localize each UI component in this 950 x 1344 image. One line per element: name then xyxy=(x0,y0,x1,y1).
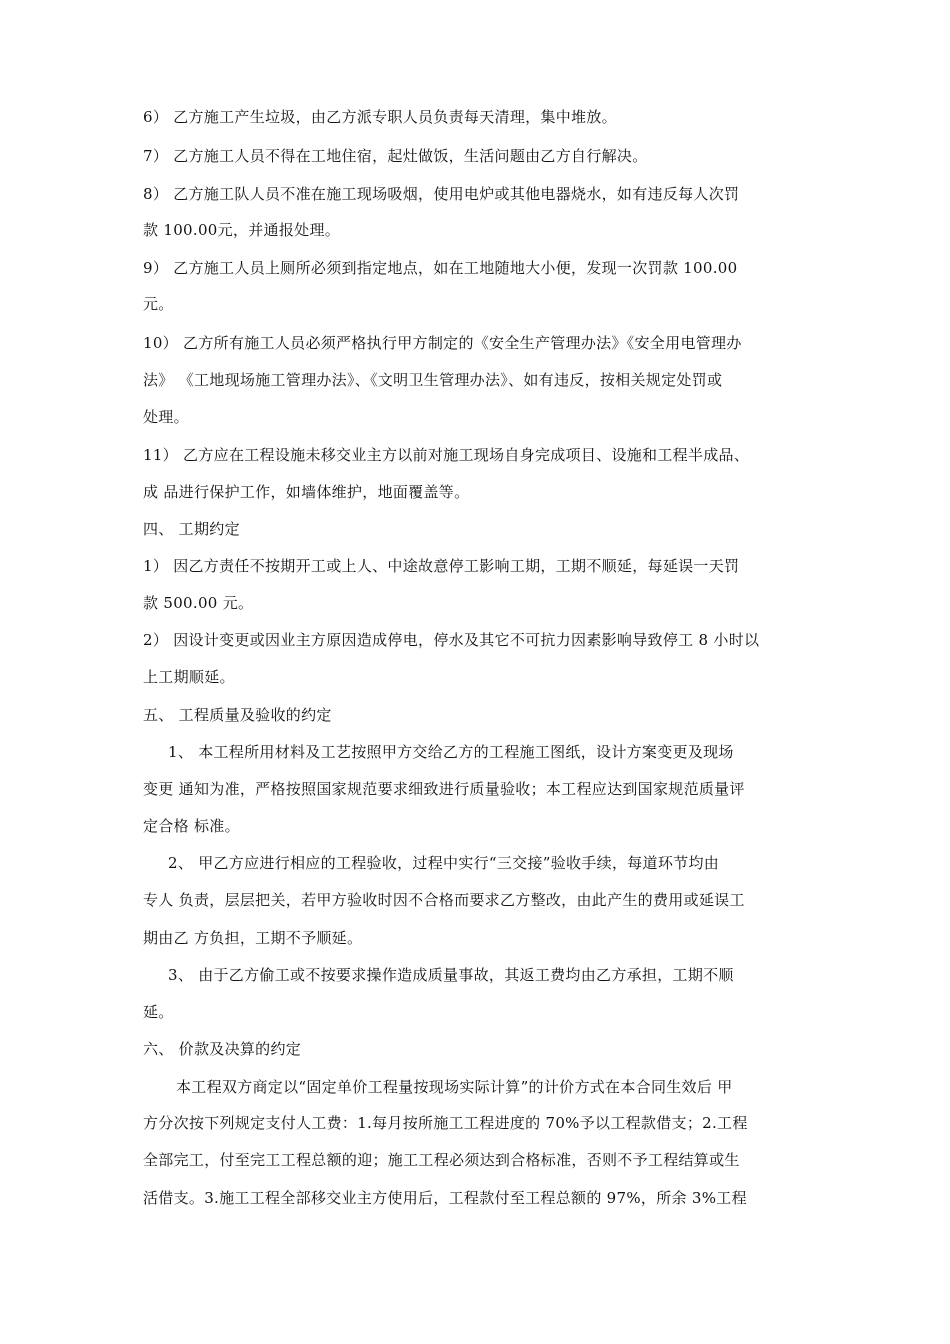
text-line: 处理。 xyxy=(143,408,189,426)
text-line: 9） 乙方施工人员上厕所必须到指定地点，如在工地随地大小便，发现一次罚款 100.00 xyxy=(143,259,738,277)
text-line: 法》 《工地现场施工管理办法》、《文明卫生管理办法》、如有违反，按相关规定处罚或 xyxy=(143,371,723,389)
section-heading: 六、 价款及决算的约定 xyxy=(143,1040,302,1058)
text-line: 方分次按下列规定支付人工费：1.每月按所施工工程进度的 70%予以工程款借支；2.工程 xyxy=(143,1114,748,1132)
text-line: 7） 乙方施工人员不得在工地住宿，起灶做饭，生活问题由乙方自行解决。 xyxy=(143,147,648,165)
text-line: 定合格 标准。 xyxy=(143,817,240,835)
text-line: 上工期顺延。 xyxy=(143,668,235,686)
text-line: 1） 因乙方责任不按期开工或上人、中途故意停工影响工期，工期不顺延，每延误一天罚 xyxy=(143,557,740,575)
text-line: 10） 乙方所有施工人员必须严格执行甲方制定的《安全生产管理办法》《安全用电管理办 xyxy=(143,334,742,352)
text-line: 变更 通知为准，严格按照国家规范要求细致进行质量验收；本工程应达到国家规范质量评 xyxy=(143,780,745,798)
text-line: 款 100.00元，并通报处理。 xyxy=(143,221,341,239)
text-line: 2） 因设计变更或因业主方原因造成停电，停水及其它不可抗力因素影响导致停工 8 小时以 xyxy=(143,631,760,649)
text-line: 全部完工，付至完工工程总额的迎；施工工程必须达到合格标准，否则不予工程结算或生 xyxy=(143,1151,740,1169)
text-line: 元。 xyxy=(143,295,174,313)
text-line: 延。 xyxy=(143,1003,174,1021)
text-line: 款 500.00 元。 xyxy=(143,594,254,612)
text-line: 6） 乙方施工产生垃圾，由乙方派专职人员负责每天清理，集中堆放。 xyxy=(143,108,617,126)
text-line: 成 品进行保护工作，如墙体维护，地面覆盖等。 xyxy=(143,483,470,501)
section-heading: 四、 工期约定 xyxy=(143,520,240,538)
text-line: 8） 乙方施工队人员不准在施工现场吸烟，使用电炉或其他电器烧水，如有违反每人次罚 xyxy=(143,185,740,203)
text-line: 活借支。3.施工工程全部移交业主方使用后，工程款付至工程总额的 97%，所余 3%工程 xyxy=(143,1189,747,1207)
text-line: 期由乙 方负担，工期不予顺延。 xyxy=(143,929,363,947)
text-line: 专人 负责，层层把关，若甲方验收时因不合格而要求乙方整改，由此产生的费用或延误工 xyxy=(143,891,745,909)
text-line: 3、 由于乙方偷工或不按要求操作造成质量事故，其返工费均由乙方承担，工期不顺 xyxy=(168,966,734,984)
section-heading: 五、 工程质量及验收的约定 xyxy=(143,706,332,724)
text-line: 11） 乙方应在工程设施未移交业主方以前对施工现场自身完成项目、设施和工程半成品、 xyxy=(143,446,750,464)
text-line: 本工程双方商定以“固定单价工程量按现场实际计算”的计价方式在本合同生效后 甲 xyxy=(176,1078,733,1096)
text-line: 2、 甲乙方应进行相应的工程验收，过程中实行“三交接”验收手续，每道环节均由 xyxy=(168,854,720,872)
text-line: 1、 本工程所用材料及工艺按照甲方交给乙方的工程施工图纸，设计方案变更及现场 xyxy=(168,743,734,761)
